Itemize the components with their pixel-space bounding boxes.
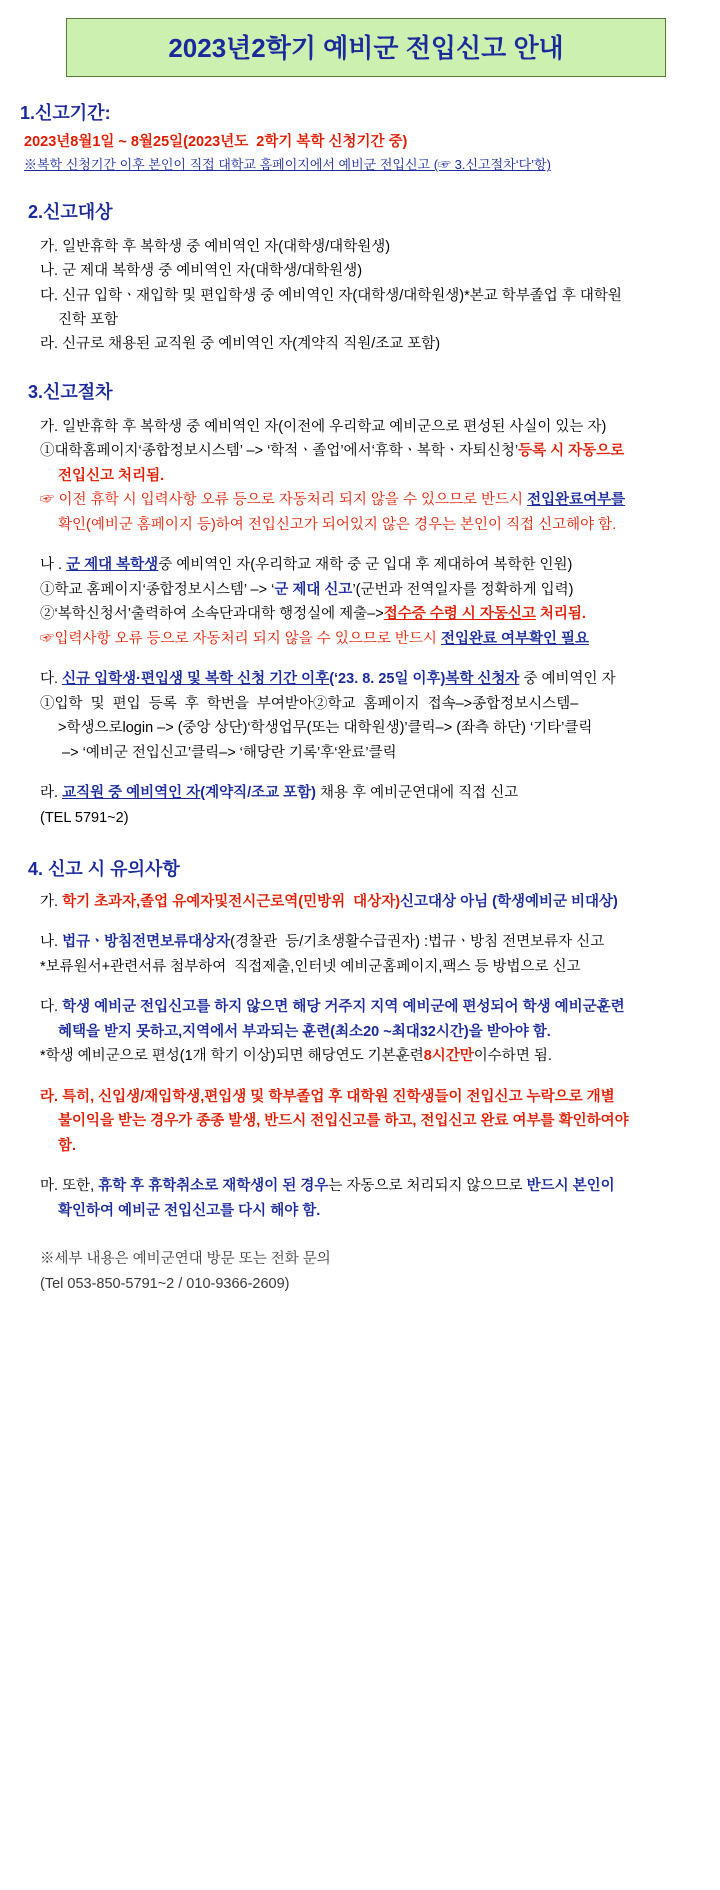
- s4-e-p1: 마. 또한,: [40, 1178, 99, 1195]
- section-3-item-b-step-1: [40, 579, 706, 601]
- section-1-heading: 1.신고기간:: [20, 103, 111, 123]
- s4-d-p1: 라.: [40, 1088, 63, 1105]
- s3-b2-emph: 접수증 수령 시 자동신고: [383, 606, 536, 623]
- section-3-item-b-note: [40, 628, 706, 650]
- s3-d-p2: 채용 후 예비군연대에 직접 신고: [316, 785, 519, 802]
- s3-b2-p1: ②‘복학신청서’출력하여 소속단과대학 행정실에 제출–>: [40, 606, 384, 623]
- section-3-item-a-title: 가. 일반휴학 후 복학생 중 예비역인 자(이전에 우리학교 예비군으로 편성된 사실이 있는 자): [40, 418, 607, 435]
- section-3-item-d: [40, 782, 706, 804]
- section-4-item-c-note: [40, 1045, 706, 1067]
- s3-c-title-p2: 중 예비역인 자: [519, 671, 616, 688]
- section-2-line-2: 나. 군 제대 복학생 중 예비역인 자(대학생/대학원생): [40, 263, 363, 280]
- section-3-item-c-step-1: ①입학 및 편입 등록 후 학번을 부여받아②학교 홈페이지 접속–>종합정보시스템–: [40, 695, 579, 712]
- section-4-item-a: [40, 891, 706, 913]
- section-notification-period: [14, 99, 706, 176]
- section-2-line-3: 다. 신규 입학ㆍ재입학 및 편입학생 중 예비역인 자(대학생/대학원생)*본교 학부졸업 후 대학원: [40, 287, 622, 304]
- section-precautions: [14, 855, 706, 1222]
- section-4-item-b: [40, 931, 706, 953]
- s4-c3-p2: 이수하면 됨.: [473, 1048, 552, 1065]
- section-3-item-c-title: [40, 668, 706, 690]
- s3-b1-emph: 군 제대 신고: [274, 581, 353, 598]
- section-2-heading: 2.신고대상: [28, 201, 113, 222]
- s4-b-emph1: 법규ㆍ방침전면보류대상자: [62, 934, 231, 951]
- section-targets: [14, 198, 706, 356]
- s3-d-emph2: (계약직/조교 포함): [200, 785, 316, 802]
- s4-a-emph2: 신고대상 아님 (학생예비군 비대상): [400, 893, 618, 910]
- page-title: 2023년2학기 예비군 전입신고 안내: [168, 33, 564, 63]
- s3-a1-emph: 등록 시 자동으로: [518, 443, 625, 460]
- s4-a-p1: 가.: [40, 893, 63, 910]
- section-4-item-c: [40, 996, 706, 1018]
- section-3-item-d-tel: (TEL 5791~2): [40, 809, 129, 826]
- s3-c-title-p1: 다.: [40, 671, 63, 688]
- section-4-heading: 4. 신고 시 유의사항: [28, 858, 180, 879]
- section-3-item-a-step-1: [40, 440, 706, 462]
- section-procedure: [14, 378, 706, 829]
- s4-e-emph2: 반드시 본인이: [526, 1178, 615, 1195]
- s3-b2-p2: 처리됨.: [535, 606, 586, 623]
- s4-b-p1: 나.: [40, 934, 63, 951]
- s4-c-emph1: 학생 예비군 전입신고를 하지 않으면 해당 거주지 지역 예비군에 편성되어 학생 예비군훈련: [62, 999, 625, 1016]
- s3-b-title-p2: 중 예비역인 자(우리학교 재학 중 군 입대 후 제대하여 복학한 인원): [158, 557, 573, 574]
- section-2-line-5: 라. 신규로 채용된 교직원 중 예비역인 자(계약직 직원/조교 포함): [40, 336, 441, 353]
- s3-b-title-p1: 나 .: [40, 557, 67, 574]
- s3-c-title-emph3: 복학 신청자: [445, 671, 520, 688]
- s4-e-emph1: 휴학 후 휴학취소로 재학생이 된 경우: [98, 1178, 329, 1195]
- s3-d-emph1: 교직원 중 예비역인 자: [62, 785, 201, 802]
- s3-a3-plain: ☞ 이전 휴학 시 입력사항 오류 등으로 자동처리 되지 않을 수 있으므로 반드시: [40, 492, 528, 509]
- section-3-item-b-step-2: [40, 603, 706, 625]
- section-3-item-a-note: [40, 489, 706, 511]
- s3-b3-p1: ☞입력사항 오류 등으로 자동처리 되지 않을 수 있으므로 반드시: [40, 630, 441, 647]
- section-3-heading: 3.신고절차: [28, 381, 113, 402]
- s3-b1-p2: ’(군번과 전역일자를 정확하게 입력): [352, 581, 574, 598]
- s4-c3-emph: 8시간만: [423, 1048, 474, 1065]
- section-1-line-1: 2023년8월1일 ~ 8월25일(2023년도 2학기 복학 신청기간 중): [24, 134, 408, 150]
- section-4-item-e-cont: 확인하여 예비군 전입신고를 다시 해야 함.: [58, 1202, 321, 1219]
- s3-b1-p1: ①학교 홈페이지‘종합정보시스템’ –> ‘: [40, 581, 275, 598]
- section-4-item-c-cont: 혜택을 받지 못하고,지역에서 부과되는 훈련(최소20 ~최대32시간)을 받아야 함.: [58, 1023, 551, 1040]
- s3-c-title-emph2: (‘23. 8. 25일 이후): [329, 671, 446, 688]
- document-footer: [14, 1248, 706, 1295]
- section-3-item-a-step-1-cont: 전입신고 처리됨.: [58, 467, 165, 484]
- section-4-item-b-note: *보류원서+관련서류 첨부하여 직접제출,인터넷 예비군홈페이지,팩스 등 방법으로 신고: [40, 958, 581, 975]
- s3-b-title-emph: 군 제대 복학생: [66, 557, 159, 574]
- section-2-line-4: 진학 포함: [58, 312, 119, 329]
- section-2-line-1: 가. 일반휴학 후 복학생 중 예비역인 자(대학생/대학원생): [40, 238, 391, 255]
- s4-c-p1: 다.: [40, 999, 63, 1016]
- section-3-item-c-step-3: –> ‘예비군 전입신고’클릭–> ‘해당란 기록’후‘완료’클릭: [58, 744, 397, 761]
- section-3-item-c-step-2: >학생으로login –> (중앙 상단)‘학생업무(또는 대학원생)’클릭–> (좌측 하단) ‘기타’클릭: [58, 720, 593, 737]
- s3-a3-emph: 전입완료여부를: [527, 492, 626, 509]
- s4-a-emph1: 학기 초과자,졸업 유예자및전시근로역(민방위 대상자): [62, 893, 401, 910]
- s4-b-p2: (경찰관 등/기초생활수급권자) :법규ㆍ방침 전면보류자 신고: [230, 934, 605, 951]
- page-title-banner: [66, 18, 666, 77]
- s4-d-emph1: 특히, 신입생/재입학생,편입생 및 학부졸업 후 대학원 진학생들이 전입신고 누락으로 개별: [62, 1088, 615, 1105]
- section-4-item-e: [40, 1175, 706, 1197]
- section-3-item-a-note-cont: 확인(예비군 홈페이지 등)하여 전입신고가 되어있지 않은 경우는 본인이 직접 신고해야 함.: [58, 516, 617, 533]
- s4-c3-p1: *학생 예비군으로 편성(1개 학기 이상)되면 해당연도 기본훈련: [40, 1048, 424, 1065]
- footer-line-1: ※세부 내용은 예비군연대 방문 또는 전화 문의: [40, 1251, 331, 1268]
- section-4-item-d-cont-2: 함.: [58, 1137, 77, 1154]
- section-1-line-2: ※복학 신청기간 이후 본인이 직접 대학교 홈페이지에서 예비군 전입신고 (☞ 3.신고절차‘다’항): [24, 157, 551, 173]
- section-4-item-d: [40, 1086, 706, 1108]
- section-3-item-b-title: [40, 554, 706, 576]
- s4-e-p2: 는 자동으로 처리되지 않으므로: [328, 1178, 527, 1195]
- s3-a1-plain: ①대학홈페이지‘종합정보시스템’ –> ‘학적ㆍ졸업’에서‘휴학ㆍ복학ㆍ자퇴신청’: [40, 443, 519, 460]
- s3-c-title-emph1: 신규 입학생·편입생 및 복학 신청 기간 이후: [62, 671, 330, 688]
- s3-d-p1: 라.: [40, 785, 63, 802]
- section-4-item-d-cont-1: 불이익을 받는 경우가 종종 발생, 반드시 전입신고를 하고, 전입신고 완료 여부를 확인하여야: [58, 1113, 629, 1130]
- footer-line-2: (Tel 053-850-5791~2 / 010-9366-2609): [40, 1275, 290, 1292]
- s3-b3-emph: 전입완료 여부확인 필요: [440, 630, 590, 647]
